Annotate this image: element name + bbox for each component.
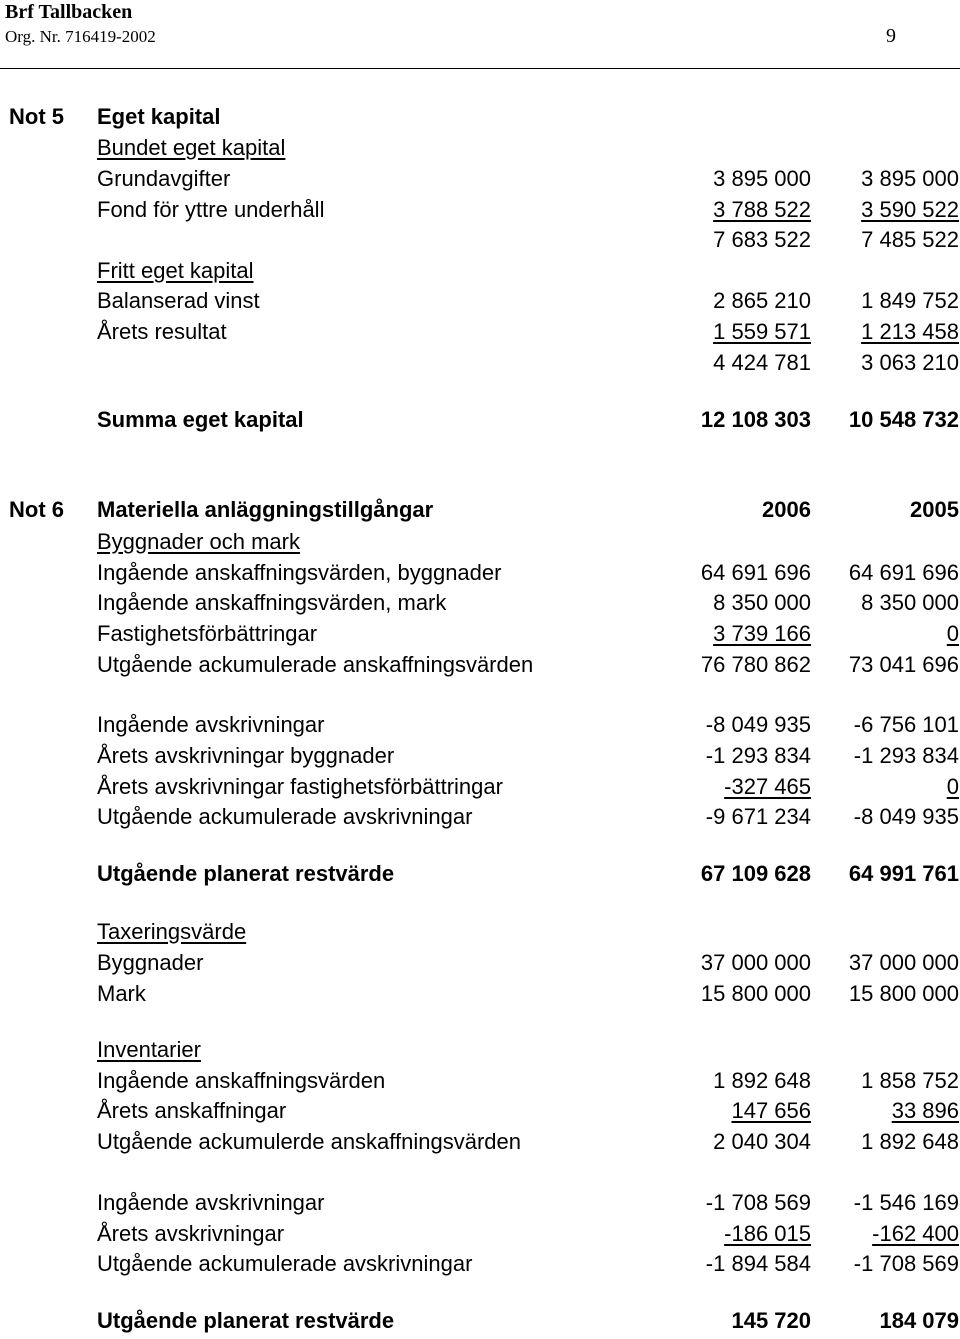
value-2006: -1 894 584 <box>705 1251 811 1276</box>
value-2005: 184 079 <box>879 1308 959 1333</box>
row-label: Årets resultat <box>97 319 227 344</box>
value-2005: -162 400 <box>872 1221 959 1246</box>
value-2006: 4 424 781 <box>713 350 811 375</box>
section-heading: Bundet eget kapital <box>97 135 286 160</box>
value-2005: -1 293 834 <box>853 743 959 768</box>
section-heading-row <box>0 256 960 286</box>
section-heading-row <box>0 527 960 557</box>
total-row <box>0 859 960 889</box>
value-2006: -186 015 <box>724 1221 811 1246</box>
value-2006: 1 892 648 <box>713 1068 811 1093</box>
value-2006: 67 109 628 <box>700 861 811 886</box>
value-2005: -8 049 935 <box>853 804 959 829</box>
value-2005: 73 041 696 <box>848 652 959 677</box>
row-label: Utgående ackumulerade avskrivningar <box>97 804 473 829</box>
table-row <box>0 710 960 740</box>
table-row <box>0 979 960 1009</box>
row-label: Utgående ackumulerade avskrivningar <box>97 1251 473 1276</box>
value-2005: 0 <box>946 621 959 646</box>
row-label: Fond för yttre underhåll <box>97 197 325 222</box>
value-2006: 145 720 <box>731 1308 811 1333</box>
value-2005: 3 895 000 <box>861 166 959 191</box>
value-2006: 1 559 571 <box>713 319 811 344</box>
value-2006: 76 780 862 <box>700 652 811 677</box>
row-label: Årets avskrivningar fastighetsförbättringar <box>97 774 503 799</box>
section-heading-row <box>0 133 960 163</box>
value-2005: -1 708 569 <box>853 1251 959 1276</box>
table-row <box>0 164 960 194</box>
value-2006: 64 691 696 <box>700 560 811 585</box>
value-2005: 33 896 <box>891 1098 959 1123</box>
value-2005: 1 213 458 <box>861 319 959 344</box>
table-row <box>0 1219 960 1249</box>
row-label: Utgående ackumulerde anskaffningsvärden <box>97 1129 521 1154</box>
header-rule <box>0 68 960 69</box>
table-row <box>0 1066 960 1096</box>
value-2005: 3 063 210 <box>861 350 959 375</box>
total-row <box>0 405 960 435</box>
value-2006: 3 895 000 <box>713 166 811 191</box>
row-label: Grundavgifter <box>97 166 231 191</box>
value-2006: 2 040 304 <box>713 1129 811 1154</box>
value-2006: -1 708 569 <box>705 1190 811 1215</box>
value-2005: -6 756 101 <box>853 712 959 737</box>
value-2005: 1 849 752 <box>861 288 959 313</box>
subtotal-row <box>0 225 960 255</box>
column-header-2005: 2005 <box>910 497 959 522</box>
table-row <box>0 1249 960 1279</box>
value-2006: 3 788 522 <box>713 197 811 222</box>
value-2005: 7 485 522 <box>861 227 959 252</box>
note-number: Not 6 <box>9 497 64 522</box>
section-heading: Taxeringsvärde <box>97 919 247 944</box>
row-label: Årets anskaffningar <box>97 1098 287 1123</box>
section-heading: Fritt eget kapital <box>97 258 254 283</box>
row-label: Mark <box>97 981 146 1006</box>
value-2006: 147 656 <box>731 1098 811 1123</box>
value-2006: 37 000 000 <box>700 950 811 975</box>
row-label: Ingående anskaffningsvärden, byggnader <box>97 560 502 585</box>
note-title: Materiella anläggningstillgångar <box>97 497 434 522</box>
value-2005: 3 590 522 <box>861 197 959 222</box>
table-row <box>0 772 960 802</box>
value-2005: 8 350 000 <box>861 590 959 615</box>
value-2006: -327 465 <box>724 774 811 799</box>
table-row <box>0 286 960 316</box>
table-row <box>0 1188 960 1218</box>
value-2005: 1 892 648 <box>861 1129 959 1154</box>
section-heading: Byggnader och mark <box>97 529 300 554</box>
value-2006: 8 350 000 <box>713 590 811 615</box>
value-2005: 64 991 761 <box>848 861 959 886</box>
note5-title-row <box>0 102 960 132</box>
table-row <box>0 1096 960 1126</box>
note6-title-row <box>0 495 960 525</box>
total-row <box>0 1306 960 1336</box>
note-number: Not 5 <box>9 104 64 129</box>
value-2006: 7 683 522 <box>713 227 811 252</box>
table-row <box>0 195 960 225</box>
value-2005: 15 800 000 <box>848 981 959 1006</box>
table-row <box>0 558 960 588</box>
row-label: Summa eget kapital <box>97 407 304 432</box>
table-row <box>0 619 960 649</box>
note-title: Eget kapital <box>97 104 221 129</box>
value-2005: 64 691 696 <box>848 560 959 585</box>
table-row <box>0 1127 960 1157</box>
subtotal-row <box>0 348 960 378</box>
value-2005: 0 <box>946 774 959 799</box>
association-name: Brf Tallbacken <box>5 1 133 23</box>
row-label: Fastighetsförbättringar <box>97 621 318 646</box>
row-label: Ingående anskaffningsvärden <box>97 1068 386 1093</box>
table-row <box>0 588 960 618</box>
value-2006: -8 049 935 <box>705 712 811 737</box>
value-2006: -9 671 234 <box>705 804 811 829</box>
value-2006: 3 739 166 <box>713 621 811 646</box>
row-label: Utgående ackumulerade anskaffningsvärden <box>97 652 534 677</box>
value-2005: -1 546 169 <box>853 1190 959 1215</box>
row-label: Utgående planerat restvärde <box>97 861 395 886</box>
row-label: Byggnader <box>97 950 204 975</box>
page-number: 9 <box>886 25 896 47</box>
table-row <box>0 948 960 978</box>
row-label: Balanserad vinst <box>97 288 260 313</box>
value-2005: 10 548 732 <box>848 407 959 432</box>
table-row <box>0 802 960 832</box>
value-2006: 15 800 000 <box>700 981 811 1006</box>
row-label: Årets avskrivningar byggnader <box>97 743 395 768</box>
section-heading-row <box>0 917 960 947</box>
row-label: Ingående avskrivningar <box>97 712 325 737</box>
value-2006: 12 108 303 <box>700 407 811 432</box>
value-2005: 1 858 752 <box>861 1068 959 1093</box>
column-header-2006: 2006 <box>762 497 811 522</box>
row-label: Ingående anskaffningsvärden, mark <box>97 590 447 615</box>
section-heading-row <box>0 1035 960 1065</box>
org-number: Org. Nr. 716419-2002 <box>5 27 156 46</box>
section-heading: Inventarier <box>97 1037 201 1062</box>
table-row <box>0 317 960 347</box>
table-row <box>0 650 960 680</box>
value-2005: 37 000 000 <box>848 950 959 975</box>
value-2006: -1 293 834 <box>705 743 811 768</box>
row-label: Ingående avskrivningar <box>97 1190 325 1215</box>
row-label: Årets avskrivningar <box>97 1221 285 1246</box>
value-2006: 2 865 210 <box>713 288 811 313</box>
row-label: Utgående planerat restvärde <box>97 1308 395 1333</box>
table-row <box>0 741 960 771</box>
